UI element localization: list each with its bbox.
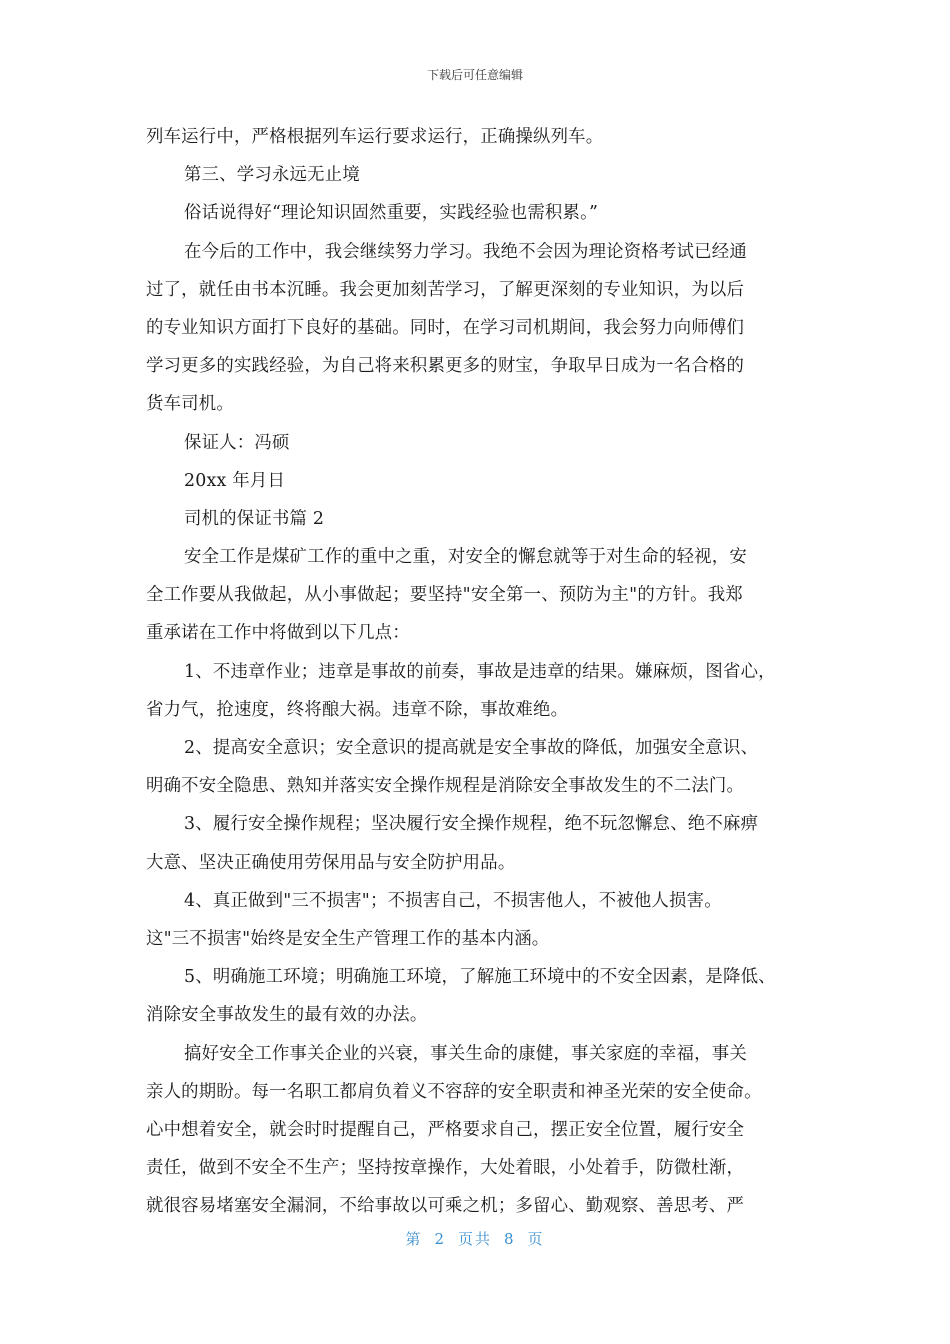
text-line: 保证人：冯硕	[184, 432, 290, 453]
text-line: 重承诺在工作中将做到以下几点：	[146, 623, 410, 644]
text-line: 3、履行安全操作规程；坚决履行安全操作规程，绝不玩忽懈怠、绝不麻痹	[184, 814, 759, 835]
footer-middle: 页共	[457, 1230, 492, 1248]
text-line: 安全工作是煤矿工作的重中之重，对安全的懈怠就等于对生命的轻视，安	[184, 547, 747, 568]
footer-page-number: 2	[434, 1230, 446, 1248]
text-line: 心中想着安全，就会时时提醒自己，严格要求自己，摆正安全位置，履行安全	[146, 1119, 745, 1140]
text-line: 2、提高安全意识；安全意识的提高就是安全事故的降低，加强安全意识、	[184, 738, 759, 758]
text-line: 责任，做到不安全不生产；坚持按章操作，大处着眼，小处着手，防微杜渐，	[146, 1158, 745, 1179]
text-line: 学习更多的实践经验，为自己将来积累更多的财宝，争取早日成为一名合格的	[146, 356, 745, 377]
text-line: 消除安全事故发生的最有效的办法。	[146, 1005, 428, 1026]
text-line: 就很容易堵塞安全漏洞，不给事故以可乘之机；多留心、勤观察、善思考、严	[146, 1196, 745, 1217]
text-line: 的专业知识方面打下良好的基础。同时，在学习司机期间，我会努力向师傅们	[146, 317, 745, 338]
footer-prefix: 第	[405, 1230, 423, 1248]
text-line: 全工作要从我做起，从小事做起；要坚持"安全第一、预防为主"的方针。我郑	[146, 585, 743, 606]
text-line: 搞好安全工作事关企业的兴衰，事关生命的康健，事关家庭的幸福，事关	[184, 1043, 747, 1064]
text-line: 5、明确施工环境；明确施工环境，了解施工环境中的不安全因素，是降低、	[184, 967, 776, 988]
document-body	[146, 118, 826, 1225]
text-line: 俗话说得好“理论知识固然重要，实践经验也需积累。”	[184, 203, 599, 224]
text-line: 在今后的工作中，我会继续努力学习。我绝不会因为理论资格考试已经通	[184, 241, 747, 262]
footer-total-pages: 8	[504, 1230, 516, 1248]
page-header: 下载后可任意编辑	[426, 68, 523, 82]
footer-suffix: 页	[527, 1230, 545, 1248]
text-line: 20xx 年月日	[184, 470, 286, 491]
text-line: 过了，就任由书本沉睡。我会更加刻苦学习，了解更深刻的专业知识，为以后	[146, 279, 745, 300]
text-line: 第三、学习永远无止境	[184, 165, 360, 186]
text-line: 1、不违章作业；违章是事故的前奏，事故是违章的结果。嫌麻烦，图省心，	[184, 661, 776, 682]
text-line: 列车运行中，严格根据列车运行要求运行，正确操纵列车。	[146, 127, 604, 147]
text-line: 明确不安全隐患、熟知并落实安全操作规程是消除安全事故发生的不二法门。	[146, 776, 745, 797]
text-line: 货车司机。	[146, 394, 234, 415]
page-footer	[0, 1228, 950, 1249]
text-line: 4、真正做到"三不损害"；不损害自己，不损害他人，不被他人损害。	[184, 890, 722, 911]
text-line: 大意、坚决正确使用劳保用品与安全防护用品。	[146, 852, 516, 873]
text-line: 这"三不损害"始终是安全生产管理工作的基本内涵。	[146, 928, 550, 949]
text-line: 亲人的期盼。每一名职工都肩负着义不容辞的安全职责和神圣光荣的安全使命。	[146, 1081, 762, 1102]
text-line: 省力气，抢速度，终将酿大祸。违章不除，事故难绝。	[146, 699, 569, 720]
text-line: 司机的保证书篇 2	[184, 508, 325, 529]
